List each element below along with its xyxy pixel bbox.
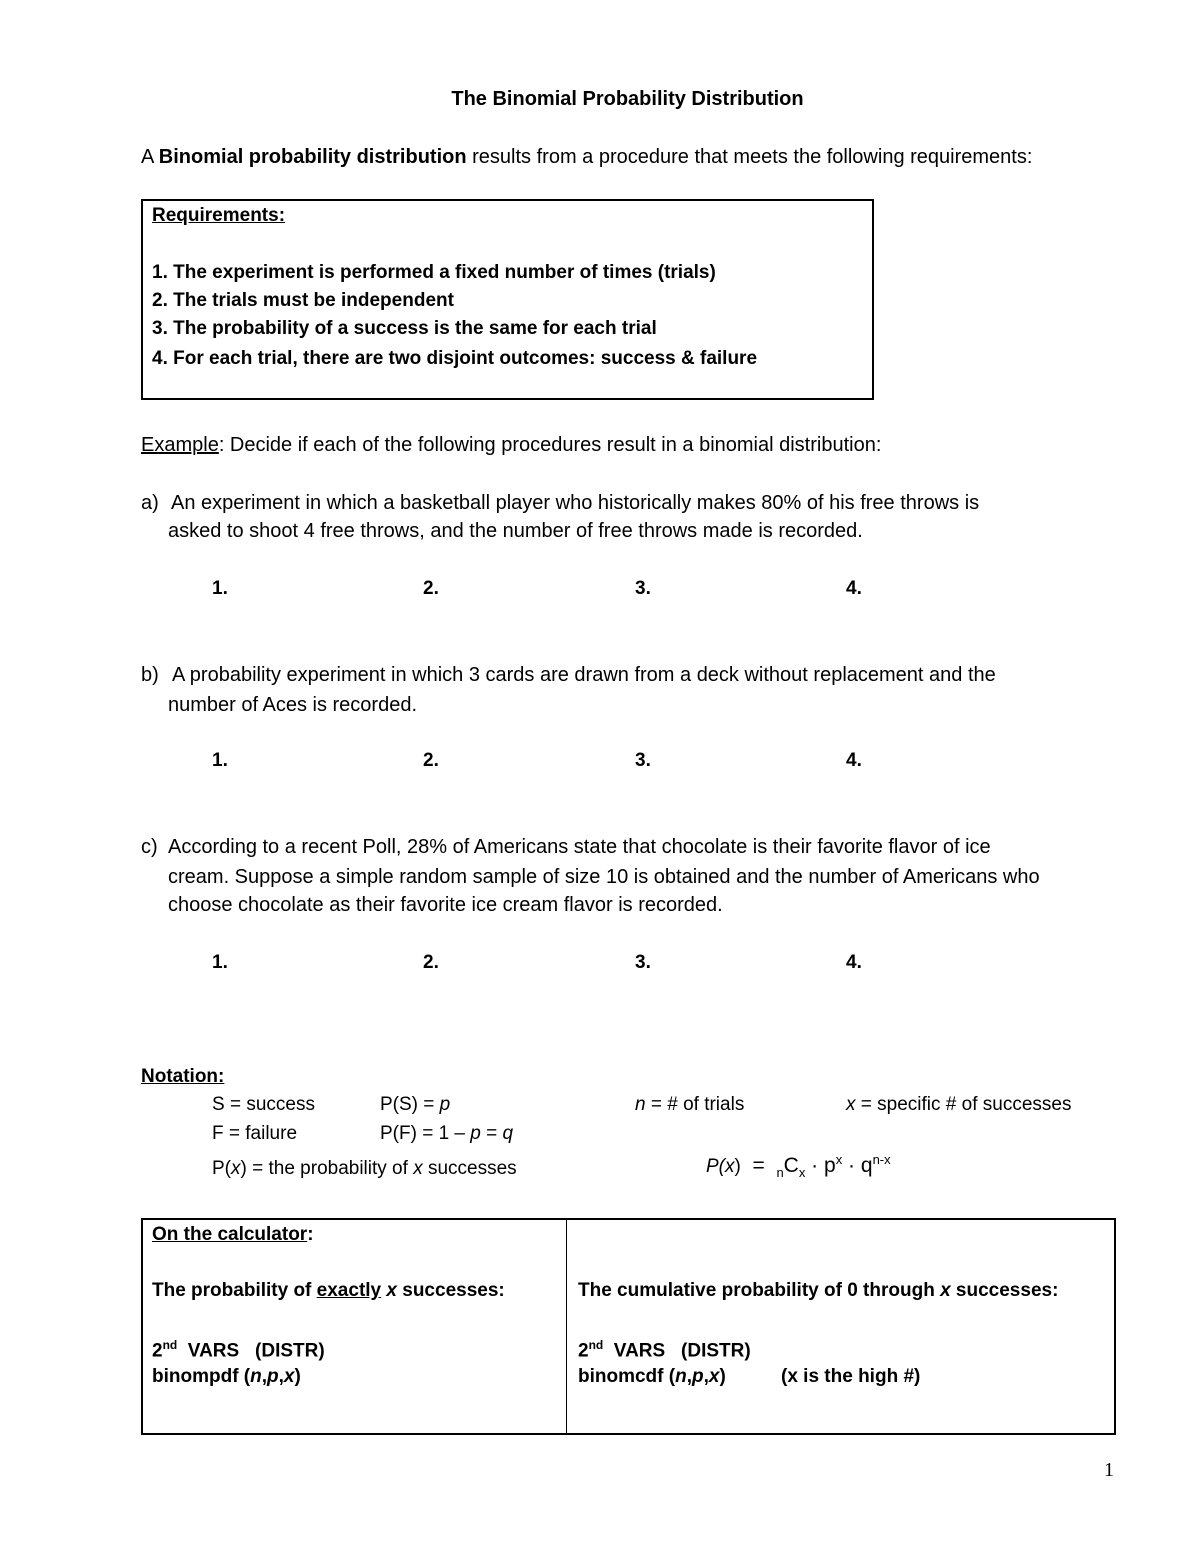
notation-x-var: x	[846, 1094, 856, 1115]
question-c-answer-3: 3.	[635, 952, 651, 973]
question-b-line-2: number of Aces is recorded.	[168, 694, 418, 716]
calc-left-desc-post: successes:	[396, 1280, 505, 1301]
notation-n-text: = # of trials	[645, 1094, 745, 1115]
notation-px	[212, 1158, 517, 1180]
calc-right-desc-post: successes:	[950, 1280, 1059, 1301]
calc-left-keys-text: VARS (DISTR)	[177, 1340, 325, 1362]
calculator-box-divider	[566, 1218, 567, 1435]
calc-right-function	[578, 1366, 726, 1388]
calculator-heading	[152, 1224, 314, 1246]
calc-left-arg-p: p	[267, 1366, 279, 1387]
calc-left-desc-exactly: exactly	[316, 1280, 382, 1301]
question-c-answer-2: 2.	[423, 952, 439, 973]
calc-left-close: )	[294, 1366, 301, 1387]
requirement-item-1: 1. The experiment is performed a fixed number of times (trials)	[152, 262, 716, 283]
question-b-answer-4: 4.	[846, 750, 862, 771]
notation-px-suffix: successes	[422, 1158, 517, 1179]
calc-right-note: (x is the high #)	[781, 1366, 921, 1387]
intro-term: Binomial probability distribution	[158, 146, 467, 168]
calc-right-close: )	[719, 1366, 726, 1387]
notation-success: S = success	[212, 1094, 315, 1115]
formula-dot-1: ·	[805, 1154, 825, 1177]
intro-paragraph	[141, 146, 1032, 169]
question-c-answer-4: 4.	[846, 952, 862, 973]
question-b-letter: b)	[141, 664, 159, 686]
requirement-item-4: 4. For each trial, there are two disjoint outcomes: success & failure	[152, 348, 758, 369]
question-a-answer-1: 1.	[212, 578, 228, 599]
requirements-heading: Requirements:	[152, 205, 286, 226]
formula-sup-x: x	[835, 1152, 843, 1167]
notation-failure: F = failure	[212, 1123, 298, 1144]
calc-left-arg-n: n	[250, 1366, 262, 1387]
notation-heading: Notation:	[141, 1066, 225, 1087]
calculator-box	[141, 1218, 1116, 1435]
calc-right-arg-p: p	[692, 1366, 704, 1387]
calc-left-desc-var: x	[381, 1280, 397, 1301]
question-a-letter: a)	[141, 492, 159, 514]
question-c-line-2: cream. Suppose a simple random sample of size 10 is obtained and the number of Americans who	[168, 866, 1040, 888]
intro-suffix: results from a procedure that meets the following requirements:	[466, 146, 1033, 168]
binomial-formula	[706, 1152, 891, 1180]
notation-px-var: x	[231, 1158, 241, 1179]
formula-eq: =	[740, 1154, 777, 1177]
calc-right-key-2: 2	[578, 1340, 589, 1362]
calc-left-keys	[152, 1338, 325, 1362]
formula-sup-nx: n-x	[872, 1152, 891, 1167]
calc-right-desc-pre: The cumulative probability of 0 through	[578, 1280, 941, 1301]
calc-right-keys	[578, 1338, 751, 1362]
page-number: 1	[1104, 1459, 1114, 1481]
notation-x	[846, 1094, 1071, 1116]
calculator-heading-colon: :	[307, 1224, 314, 1245]
calc-right-description	[578, 1280, 1058, 1302]
calc-left-comma-1: ,	[261, 1366, 268, 1387]
notation-px-prefix: P(	[212, 1158, 231, 1179]
requirement-item-2: 2. The trials must be independent	[152, 290, 454, 311]
notation-n-var: n	[635, 1094, 646, 1115]
calc-right-comma-2: ,	[703, 1366, 709, 1387]
question-a-line-1: An experiment in which a basketball player who historically makes 80% of his free throws is	[171, 492, 980, 514]
formula-sub-n: n	[776, 1165, 784, 1181]
notation-ps-prefix: P(S) =	[380, 1094, 440, 1115]
formula-lhs-close: )	[734, 1156, 741, 1177]
intro-prefix: A	[141, 146, 159, 168]
formula-lhs-p: P(	[706, 1156, 725, 1177]
calc-right-comma-1: ,	[686, 1366, 692, 1387]
example-heading	[141, 434, 881, 457]
calc-right-desc-var: x	[940, 1280, 951, 1301]
notation-x-text: = specific # of successes	[855, 1094, 1072, 1115]
example-text: : Decide if each of the following procedures result in a binomial distribution:	[218, 434, 882, 456]
question-c-line-3: choose chocolate as their favorite ice cream flavor is recorded.	[168, 894, 723, 916]
notation-px-mid: ) = the probability of	[240, 1158, 414, 1179]
formula-lhs-x: x	[725, 1156, 735, 1177]
notation-n	[635, 1094, 744, 1116]
question-b-answer-3: 3.	[635, 750, 651, 771]
question-a-answer-2: 2.	[423, 578, 439, 599]
formula-dot-2: ·	[842, 1154, 861, 1177]
notation-pf-prefix: P(F) = 1 –	[380, 1123, 471, 1144]
formula-sub-x: x	[798, 1165, 806, 1181]
calc-left-desc-pre: The probability of	[152, 1280, 317, 1301]
notation-ps-var: p	[439, 1094, 451, 1115]
calc-left-key-2: 2	[152, 1340, 163, 1362]
question-c-letter: c)	[141, 836, 158, 858]
notation-pf-q: q	[502, 1123, 514, 1144]
question-a-answer-4: 4.	[846, 578, 862, 599]
calc-left-function	[152, 1366, 301, 1388]
notation-pf-p: p	[470, 1123, 481, 1144]
formula-p: p	[824, 1154, 836, 1177]
question-b-line-1: A probability experiment in which 3 cards are drawn from a deck without replacement and the	[172, 664, 996, 686]
calculator-heading-text: On the calculator	[152, 1224, 308, 1245]
notation-px-var2: x	[413, 1158, 423, 1179]
notation-ps	[380, 1094, 450, 1116]
question-c-answer-1: 1.	[212, 952, 228, 973]
formula-c: C	[783, 1154, 799, 1177]
question-a-answer-3: 3.	[635, 578, 651, 599]
question-b-answer-1: 1.	[212, 750, 228, 771]
calc-left-comma-2: ,	[278, 1366, 284, 1387]
requirement-item-3: 3. The probability of a success is the same for each trial	[152, 318, 657, 339]
calc-left-key-nd: nd	[162, 1338, 178, 1352]
page-title: The Binomial Probability Distribution	[451, 88, 804, 110]
question-a-line-2: asked to shoot 4 free throws, and the number of free throws made is recorded.	[168, 520, 863, 542]
calc-right-arg-n: n	[675, 1366, 687, 1387]
notation-pf-eq: =	[480, 1123, 503, 1144]
calc-left-arg-x: x	[283, 1366, 295, 1387]
formula-q: q	[860, 1154, 873, 1177]
calc-left-description	[152, 1280, 505, 1302]
calc-left-func: binompdf (	[152, 1366, 251, 1387]
calc-right-key-nd: nd	[588, 1338, 604, 1352]
calc-right-func: binomcdf (	[578, 1366, 676, 1387]
question-b-answer-2: 2.	[423, 750, 439, 771]
calc-right-arg-x: x	[708, 1366, 720, 1387]
calc-right-keys-text: VARS (DISTR)	[603, 1340, 751, 1362]
example-label: Example	[141, 434, 219, 456]
question-c-line-1: According to a recent Poll, 28% of Americans state that chocolate is their favorite flavor of ice	[168, 836, 991, 858]
notation-pf	[380, 1123, 513, 1145]
